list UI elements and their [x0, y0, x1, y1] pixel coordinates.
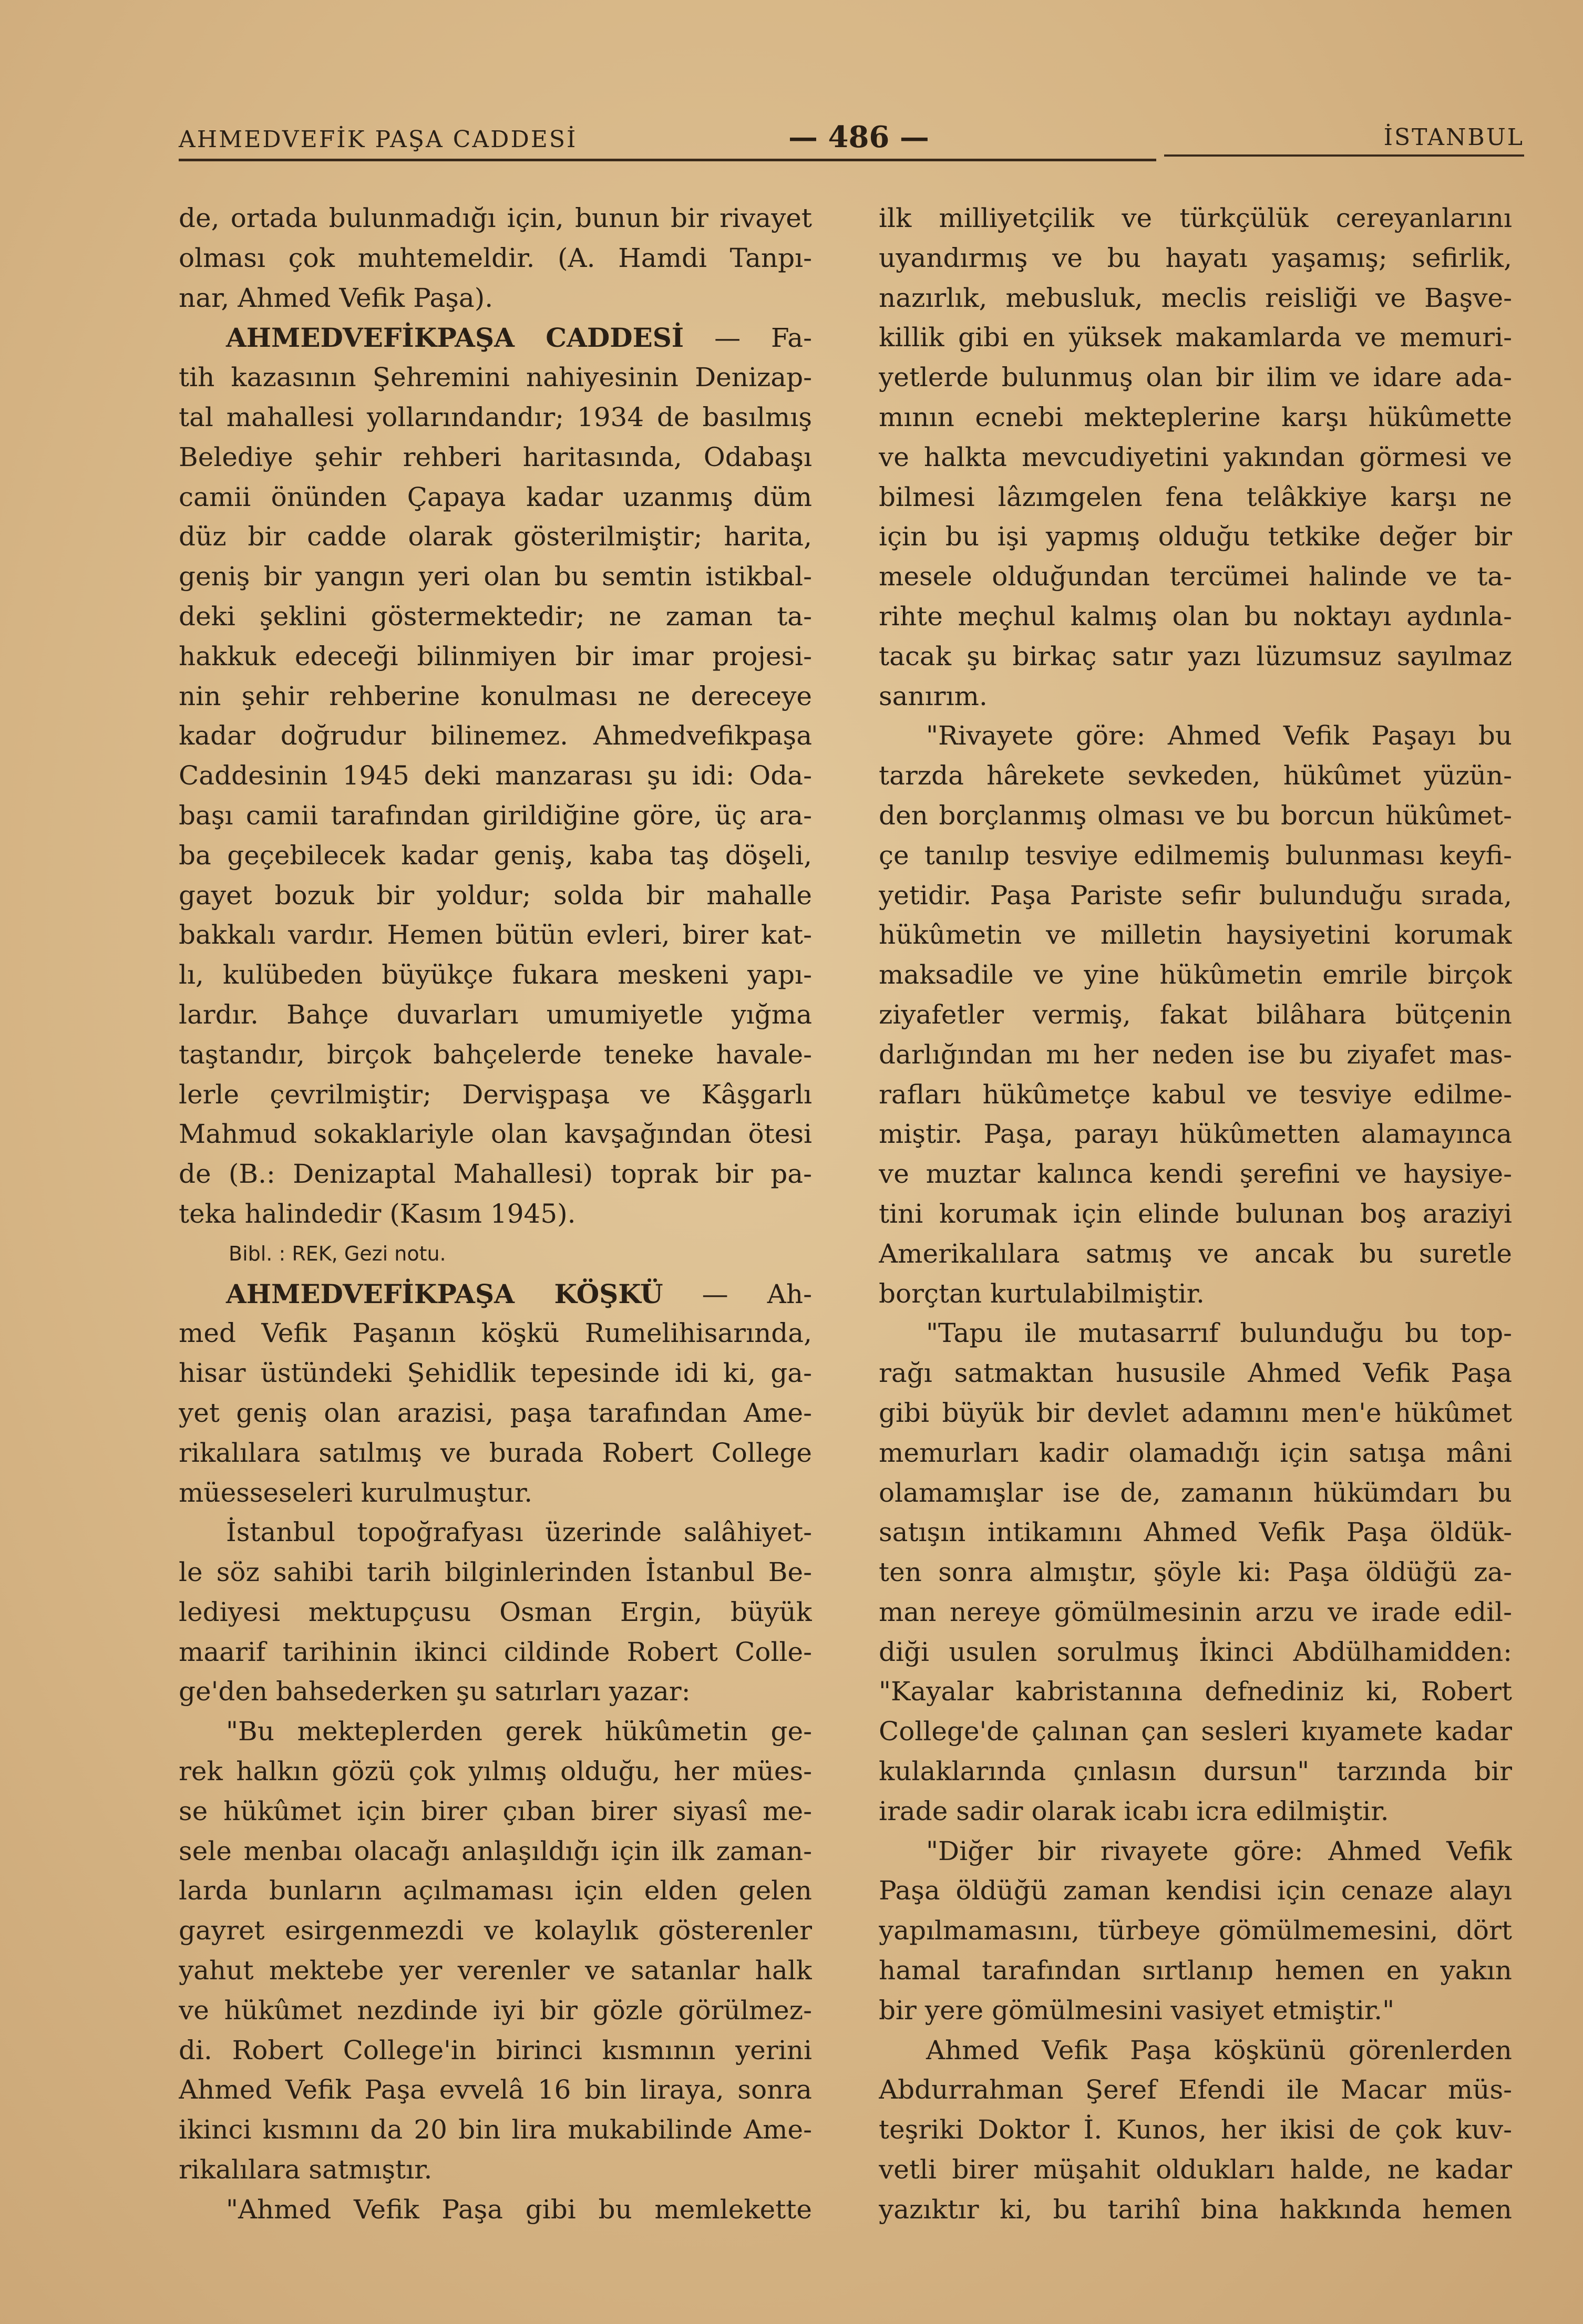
text-line [879, 1712, 1512, 1752]
text-line [879, 1752, 1512, 1792]
line-text: nazırlık, mebusluk, meclis reisliği ve Başve- [879, 282, 1512, 313]
text-line [879, 398, 1512, 438]
line-text: Belediye şehir rehberi haritasında, Odabaşı [179, 441, 812, 472]
line-text: tarzda hârekete sevkeden, hükûmet yüzün- [879, 760, 1512, 791]
text-line [179, 796, 812, 836]
line-text: Caddesinin 1945 deki manzarası şu idi: Oda- [179, 760, 812, 791]
line-text: vetli birer müşahit oldukları halde, ne kadar [879, 2154, 1512, 2185]
text-line [179, 438, 812, 478]
text-line [879, 1314, 1512, 1354]
line-text: tini korumak için elinde bulunan boş araziyi [879, 1198, 1512, 1229]
text-line [879, 1951, 1512, 1991]
line-text: yetidir. Paşa Pariste sefir bulunduğu sırada, [879, 880, 1512, 911]
text-line [179, 1393, 812, 1433]
header-rule-left [179, 159, 1156, 161]
line-text: müesseseleri kurulmuştur. [179, 1477, 533, 1508]
line-text: camii önünden Çapaya kadar uzanmış düm [179, 481, 812, 512]
text-line [179, 358, 812, 398]
line-text: mesele olduğundan tercümei halinde ve ta- [879, 561, 1512, 592]
text-line [879, 1234, 1512, 1274]
line-text: ilk milliyetçilik ve türkçülük cereyanlarını [879, 203, 1512, 233]
text-line [179, 1911, 812, 1951]
line-text: olması çok muhtemeldir. (A. Hamdi Tanpı- [179, 242, 812, 273]
text-line [879, 1911, 1512, 1951]
text-line [879, 756, 1512, 796]
text-line [179, 1553, 812, 1593]
line-text: rikalılara satılmış ve burada Robert College [179, 1437, 812, 1468]
text-line [879, 358, 1512, 398]
line-text: lediyesi mektupçusu Osman Ergin, büyük [179, 1596, 812, 1627]
text-line [879, 318, 1512, 358]
text-line [179, 1871, 812, 1911]
line-text: de (B.: Denizaptal Mahallesi) toprak bir pa- [179, 1159, 812, 1190]
line-text: başı camii tarafından girildiğine göre, üç ara- [179, 800, 812, 831]
line-text: ten sonra almıştır, şöyle ki: Paşa öldüğü za- [879, 1557, 1512, 1588]
text-line [179, 995, 812, 1035]
line-text: man nereye gömülmesinin arzu ve irade edil- [879, 1596, 1512, 1627]
entry-heading: AHMEDVEFİKPAŞA CADDESİ [226, 322, 684, 354]
line-text: le söz sahibi tarih bilginlerinden İstanbul Be- [179, 1557, 812, 1588]
text-line [179, 1951, 812, 1991]
line-text: lı, kulübeden büyükçe fukara meskeni yapı- [179, 959, 812, 990]
line-text: — Ah- [663, 1278, 812, 1309]
line-text: olamamışlar ise de, zamanın hükümdarı bu [879, 1477, 1512, 1508]
text-line [179, 756, 812, 796]
text-line [879, 955, 1512, 995]
line-text: bir yere gömülmesini vasiyet etmiştir." [879, 1995, 1395, 2026]
text-line [179, 1114, 812, 1154]
line-text: ikinci kısmını da 20 bin lira mukabilinde Ame- [179, 2114, 812, 2145]
text-line [179, 1712, 812, 1752]
text-line [179, 1792, 812, 1832]
line-text: rağı satmaktan hususile Ahmed Vefik Paşa [879, 1358, 1512, 1389]
text-line [879, 716, 1512, 756]
text-line [179, 716, 812, 756]
text-line [179, 1513, 812, 1553]
section-title: İSTANBUL [1383, 124, 1524, 151]
text-line [879, 2031, 1512, 2071]
text-line [179, 1274, 812, 1314]
line-text: lerle çevrilmiştir; Dervişpaşa ve Kâşgarlı [179, 1079, 812, 1110]
line-text: de, ortada bulunmadığı için, bunun bir rivayet [179, 203, 812, 233]
line-text: "Bu mekteplerden gerek hükûmetin ge- [226, 1716, 812, 1747]
text-line [179, 1314, 812, 1354]
text-line [179, 836, 812, 876]
text-line [879, 1593, 1512, 1633]
line-text: lardır. Bahçe duvarları umumiyetle yığma [179, 999, 812, 1030]
text-line [179, 478, 812, 518]
text-line [879, 1633, 1512, 1672]
line-text: maarif tarihinin ikinci cildinde Robert Colle- [179, 1636, 812, 1667]
text-line [879, 1075, 1512, 1115]
text-line [179, 2070, 812, 2110]
line-text: gibi büyük bir devlet adamını men'e hükûmet [879, 1397, 1512, 1428]
line-text: kulaklarında çınlasın dursun" tarzında bir [879, 1756, 1512, 1787]
line-text: "Diğer bir rivayete göre: Ahmed Vefik [926, 1835, 1512, 1866]
page-number: — 486 — [788, 120, 929, 154]
text-line [879, 1832, 1512, 1872]
line-text: larda bunların açılmaması için elden gelen [179, 1875, 812, 1906]
line-text: satışın intikamını Ahmed Vefik Paşa öldük- [879, 1517, 1512, 1548]
text-line [179, 2031, 812, 2071]
line-text: Ahmed Vefik Paşa köşkünü görenlerden [926, 2034, 1512, 2065]
line-text: hisar üstündeki Şehidlik tepesinde idi ki, ga- [179, 1358, 812, 1389]
text-line [879, 597, 1512, 637]
text-line [879, 1274, 1512, 1314]
line-text: borçtan kurtulabilmiştir. [879, 1278, 1205, 1309]
text-line [179, 517, 812, 557]
text-line [879, 1672, 1512, 1712]
line-text: rihte meçhul kalmış olan bu noktayı aydınla- [879, 601, 1512, 632]
text-line [179, 239, 812, 278]
header-rule-right [1164, 154, 1524, 157]
text-line [179, 2110, 812, 2150]
text-line [179, 1593, 812, 1633]
text-line [879, 557, 1512, 597]
line-text: rek halkın gözü çok yılmış olduğu, her mües- [179, 1756, 812, 1787]
line-text: kadar doğrudur bilinemez. Ahmedvefikpaşa [179, 720, 812, 751]
line-text: — Fa- [684, 323, 812, 354]
text-line [179, 1633, 812, 1672]
line-text: teşriki Doktor İ. Kunos, her ikisi de çok kuv- [879, 2114, 1512, 2145]
text-line [179, 1672, 812, 1712]
text-line [179, 1194, 812, 1234]
text-line [179, 199, 812, 239]
line-text: rafları hükûmetçe kabul ve tesviye edilme- [879, 1079, 1512, 1110]
line-text: "Ahmed Vefik Paşa gibi bu memlekette [226, 2194, 812, 2225]
text-line [179, 1991, 812, 2031]
text-line [879, 915, 1512, 955]
line-text: gayret esirgenmezdi ve kolaylık gösterenler [179, 1915, 812, 1946]
text-line [879, 278, 1512, 318]
running-title: AHMEDVEFİK PAŞA CADDESİ [179, 126, 578, 153]
text-line [179, 677, 812, 717]
text-line [179, 2190, 812, 2230]
text-line [179, 1832, 812, 1872]
text-line [879, 876, 1512, 916]
line-text: yet geniş olan arazisi, paşa tarafından Ame- [179, 1397, 812, 1428]
text-line [179, 398, 812, 438]
line-text: Paşa öldüğü zaman kendisi için cenaze alayı [879, 1875, 1512, 1906]
line-text: darlığından mı her neden ise bu ziyafet mas- [879, 1039, 1512, 1070]
text-line [879, 478, 1512, 518]
line-text: den borçlanmış olması ve bu borcun hükûmet- [879, 800, 1512, 831]
text-line [879, 1194, 1512, 1234]
text-line [179, 1473, 812, 1513]
line-text: yapılmamasını, türbeye gömülmemesini, dört [879, 1915, 1512, 1946]
text-line [879, 2190, 1512, 2230]
line-text: bilmesi lâzımgelen fena telâkkiye karşı ne [879, 481, 1512, 512]
line-text: deki şeklini göstermektedir; ne zaman ta- [179, 601, 812, 632]
line-text: Ahmed Vefik Paşa evvelâ 16 bin liraya, sonra [179, 2074, 812, 2105]
text-line [179, 597, 812, 637]
text-line [879, 1433, 1512, 1473]
text-line [179, 1035, 812, 1075]
line-text: Mahmud sokaklariyle olan kavşağından ötesi [179, 1119, 812, 1150]
text-line [879, 677, 1512, 717]
line-text: ge'den bahsederken şu satırları yazar: [179, 1676, 691, 1707]
line-text: hükûmetin ve milletin haysiyetini korumak [879, 920, 1512, 951]
line-text: uyandırmış ve bu hayatı yaşamış; sefirlik, [879, 242, 1512, 273]
line-text: mının ecnebi mekteplerine karşı hükûmette [879, 401, 1512, 432]
line-text: ba geçebilecek kadar geniş, kaba taş döşeli, [179, 840, 812, 871]
line-text: miştir. Paşa, parayı hükûmetten alamayınca [879, 1119, 1512, 1150]
line-text: tacak şu birkaç satır yazı lüzumsuz sayılmaz [879, 641, 1512, 672]
line-text: sanırım. [879, 680, 988, 711]
line-text: di. Robert College'in birinci kısmının yerini [179, 2034, 812, 2065]
text-line [179, 1154, 812, 1194]
text-line [879, 1354, 1512, 1393]
text-line [879, 1035, 1512, 1075]
line-text: geniş bir yangın yeri olan bu semtin istikbal- [179, 561, 812, 592]
bibliography-line [179, 1234, 812, 1274]
line-text: hamal tarafından sırtlanıp hemen en yakın [879, 1955, 1512, 1986]
text-line [879, 1154, 1512, 1194]
line-text: memurları kadir olamadığı için satışa mâni [879, 1437, 1512, 1468]
text-line [879, 239, 1512, 278]
text-line [879, 796, 1512, 836]
text-line [879, 517, 1512, 557]
text-line [879, 995, 1512, 1035]
line-text: yahut mektebe yer verenler ve satanlar halk [179, 1955, 812, 1986]
text-line [879, 637, 1512, 677]
line-text: ziyafetler vermiş, fakat bilâhara bütçenin [879, 999, 1512, 1030]
text-line [179, 1075, 812, 1115]
text-line [879, 1553, 1512, 1593]
text-line [879, 2110, 1512, 2150]
line-text: düz bir cadde olarak gösterilmiştir; harita, [179, 521, 812, 552]
left-column [179, 199, 812, 2230]
line-text: tal mahallesi yollarındandır; 1934 de basılmış [179, 401, 812, 432]
line-text: "Kayalar kabristanına defnediniz ki, Robert [879, 1676, 1512, 1707]
text-line [179, 1433, 812, 1473]
line-text: "Rivayete göre: Ahmed Vefik Paşayı bu [926, 720, 1512, 751]
line-text: irade sadir olarak icabı icra edilmiştir. [879, 1795, 1389, 1826]
line-text: med Vefik Paşanın köşkü Rumelihisarında, [179, 1318, 812, 1349]
line-text: Bibl. : REK, Gezi notu. [229, 1242, 446, 1265]
text-line [879, 1991, 1512, 2031]
text-line [879, 1393, 1512, 1433]
text-line [179, 1354, 812, 1393]
text-line [179, 955, 812, 995]
text-line [879, 2070, 1512, 2110]
line-text: taştandır, birçok bahçelerde teneke havale- [179, 1039, 812, 1070]
text-line [879, 1114, 1512, 1154]
text-line [179, 2150, 812, 2190]
line-text: hakkuk edeceği bilinmiyen bir imar projesi- [179, 641, 812, 672]
line-text: sele menbaı olacağı anlaşıldığı için ilk zaman- [179, 1835, 812, 1866]
line-text: bakkalı vardır. Hemen bütün evleri, birer kat- [179, 920, 812, 951]
text-line [179, 637, 812, 677]
text-line [879, 1513, 1512, 1553]
line-text: İstanbul topoğrafyası üzerinde salâhiyet- [226, 1517, 812, 1548]
text-line [879, 1473, 1512, 1513]
text-line [179, 876, 812, 916]
line-text: nin şehir rehberine konulması ne dereceye [179, 680, 812, 711]
line-text: çe tanılıp tesviye edilmemiş bulunması keyfi- [879, 840, 1512, 871]
text-line [879, 199, 1512, 239]
line-text: Abdurrahman Şeref Efendi ile Macar müs- [879, 2074, 1512, 2105]
line-text: tih kazasının Şehremini nahiyesinin Denizap- [179, 362, 812, 393]
text-line [879, 1871, 1512, 1911]
line-text: ve muztar kalınca kendi şerefini ve haysiye- [879, 1159, 1512, 1190]
line-text: nar, Ahmed Vefik Paşa). [179, 282, 494, 313]
line-text: diği usulen sorulmuş İkinci Abdülhamidden: [879, 1636, 1512, 1667]
text-line [879, 836, 1512, 876]
line-text: gayet bozuk bir yoldur; solda bir mahalle [179, 880, 812, 911]
text-line [879, 1792, 1512, 1832]
line-text: "Tapu ile mutasarrıf bulunduğu bu top- [926, 1318, 1512, 1349]
text-line [879, 2150, 1512, 2190]
line-text: için bu işi yapmış olduğu tetkike değer bir [879, 521, 1512, 552]
line-text: ve halkta mevcudiyetini yakından görmesi ve [879, 441, 1512, 472]
text-line [179, 557, 812, 597]
text-line [179, 915, 812, 955]
line-text: Amerikalılara satmış ve ancak bu suretle [879, 1238, 1512, 1269]
line-text: yetlerde bulunmuş olan bir ilim ve idare ada- [879, 362, 1512, 393]
entry-heading: AHMEDVEFİKPAŞA KÖŞKÜ [226, 1278, 663, 1309]
right-column [879, 199, 1512, 2230]
line-text: killik gibi en yüksek makamlarda ve memuri- [879, 322, 1512, 353]
line-text: rikalılara satmıştır. [179, 2154, 433, 2185]
line-text: College'de çalınan çan sesleri kıyamete kadar [879, 1716, 1512, 1747]
line-text: se hükûmet için birer çıban birer siyasî me- [179, 1795, 812, 1826]
line-text: yazıktır ki, bu tarihî bina hakkında hemen [879, 2194, 1512, 2225]
text-line [179, 318, 812, 358]
line-text: maksadile ve yine hükûmetin emrile birçok [879, 959, 1512, 990]
line-text: teka halindedir (Kasım 1945). [179, 1198, 576, 1229]
line-text: ve hükûmet nezdinde iyi bir gözle görülmez- [179, 1995, 812, 2026]
text-line [879, 438, 1512, 478]
text-line [179, 278, 812, 318]
text-line [179, 1752, 812, 1792]
